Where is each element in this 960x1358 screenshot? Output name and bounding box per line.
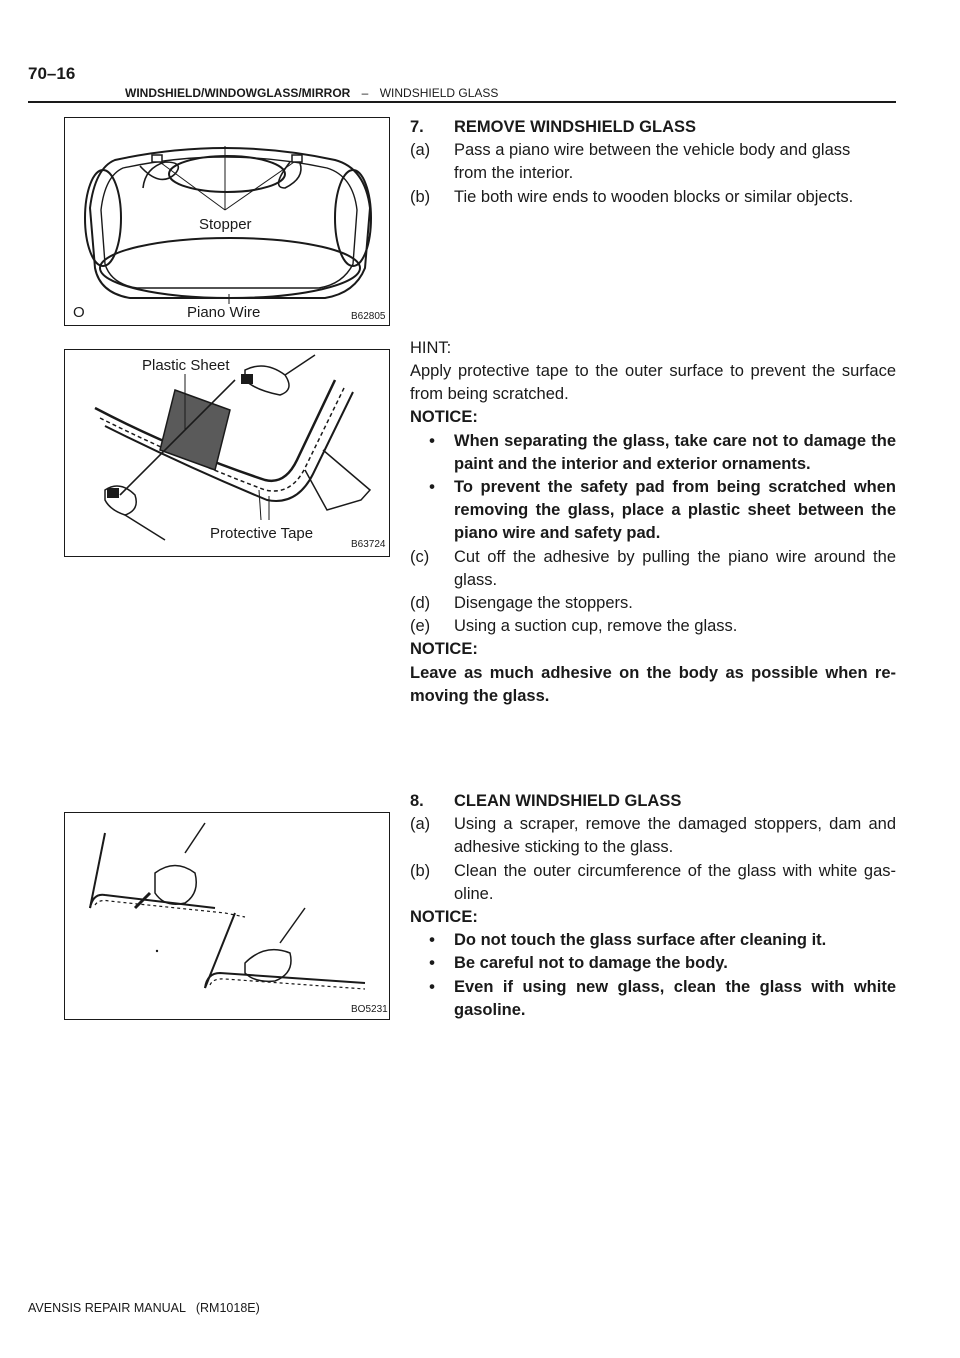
item-label: (a)	[410, 815, 431, 834]
item-label: (a)	[410, 141, 431, 160]
figure-piano-wire	[64, 117, 390, 326]
bullet-icon: •	[429, 431, 435, 450]
footer-manual-title: AVENSIS REPAIR MANUAL (RM1018E)	[28, 1301, 260, 1315]
bullet-icon: •	[429, 954, 435, 973]
header-rule	[28, 101, 896, 103]
item-label: (b)	[410, 861, 431, 880]
item-text: Using a scraper, remove the damaged stoppers, dam and adhesive sticking to the glass.	[454, 815, 896, 857]
section-separator: –	[361, 86, 369, 100]
section-header	[125, 86, 498, 100]
notice-bullet	[410, 952, 896, 975]
bullet-text: When separating the glass, take care not to damage the paint and the interior and exterior ornaments.	[454, 431, 896, 473]
section-subtitle: WINDSHIELD GLASS	[379, 86, 499, 100]
figure-code: B62805	[351, 311, 386, 322]
figure-plastic-sheet	[64, 349, 390, 557]
step-7-heading	[410, 116, 896, 139]
item-text	[454, 139, 896, 185]
section-title: WINDSHIELD/WINDOWGLASS/MIRROR	[125, 86, 351, 100]
step-7c	[410, 546, 896, 592]
step-8b	[410, 860, 896, 906]
notice-label: NOTICE:	[410, 640, 478, 659]
notice-bullet	[410, 476, 896, 546]
label-stopper: Stopper	[199, 216, 252, 233]
item-text: Clean the outer circumference of the glass with white gas- oline.	[454, 861, 896, 903]
step-title: REMOVE WINDSHIELD GLASS	[454, 118, 697, 136]
notice-bullet	[410, 929, 896, 952]
corner-mark: O	[73, 304, 85, 321]
item-text: Using a suction cup, remove the glass.	[454, 617, 738, 636]
item-label: (d)	[410, 594, 431, 613]
notice-label: NOTICE:	[410, 908, 478, 927]
cleaning-illustration	[65, 813, 389, 1019]
step-8a	[410, 813, 896, 859]
step-number: 8.	[410, 792, 424, 811]
figure-code: BO5231	[351, 1004, 388, 1015]
notice-text: Leave as much adhesive on the body as possible when re- moving the glass.	[410, 663, 896, 705]
label-protective-tape: Protective Tape	[210, 525, 314, 542]
bullet-text: Even if using new glass, clean the glass with white gasoline.	[454, 977, 896, 1019]
step-title: CLEAN WINDSHIELD GLASS	[454, 792, 682, 811]
bullet-text: Do not touch the glass surface after cleaning it.	[454, 931, 827, 950]
label-piano-wire: Piano Wire	[187, 304, 261, 321]
notice-bullet	[410, 976, 896, 1022]
item-label: (c)	[410, 547, 430, 566]
item-text: Cut off the adhesive by pulling the piano wire around the glass.	[454, 547, 896, 589]
bullet-text: To prevent the safety pad from being scratched when removing the glass, place a plastic sheet between the piano wire and safety pad.	[454, 478, 896, 543]
figure-code: B63724	[351, 539, 386, 550]
item-text: Disengage the stoppers.	[454, 594, 633, 613]
bullet-text: Be careful not to damage the body.	[454, 954, 728, 973]
step-7b	[410, 186, 896, 209]
bullet-icon: •	[429, 931, 435, 950]
page-number: 70–16	[28, 64, 76, 83]
notice-bullet	[410, 430, 896, 476]
step-7d	[410, 592, 896, 615]
item-label: (e)	[410, 617, 431, 636]
hint-text: Apply protective tape to the outer surface to prevent the surface from being scratched.	[410, 362, 896, 404]
step-8-heading	[410, 790, 896, 813]
step-number: 7.	[410, 118, 424, 136]
step-7e	[410, 615, 896, 638]
item-text-line2: from the interior.	[454, 164, 574, 183]
notice-label: NOTICE:	[410, 408, 478, 427]
figure-clean-glass	[64, 812, 390, 1020]
step-7a	[410, 139, 896, 185]
hint-label: HINT:	[410, 338, 452, 357]
item-label: (b)	[410, 187, 431, 206]
item-text-line1: Pass a piano wire between the vehicle body and glass	[454, 141, 851, 160]
item-text: Tie both wire ends to wooden blocks or similar objects.	[454, 187, 854, 206]
bullet-icon: •	[429, 478, 435, 497]
instruction-text	[410, 116, 896, 1022]
label-plastic-sheet: Plastic Sheet	[142, 357, 230, 374]
bullet-icon: •	[429, 977, 435, 996]
